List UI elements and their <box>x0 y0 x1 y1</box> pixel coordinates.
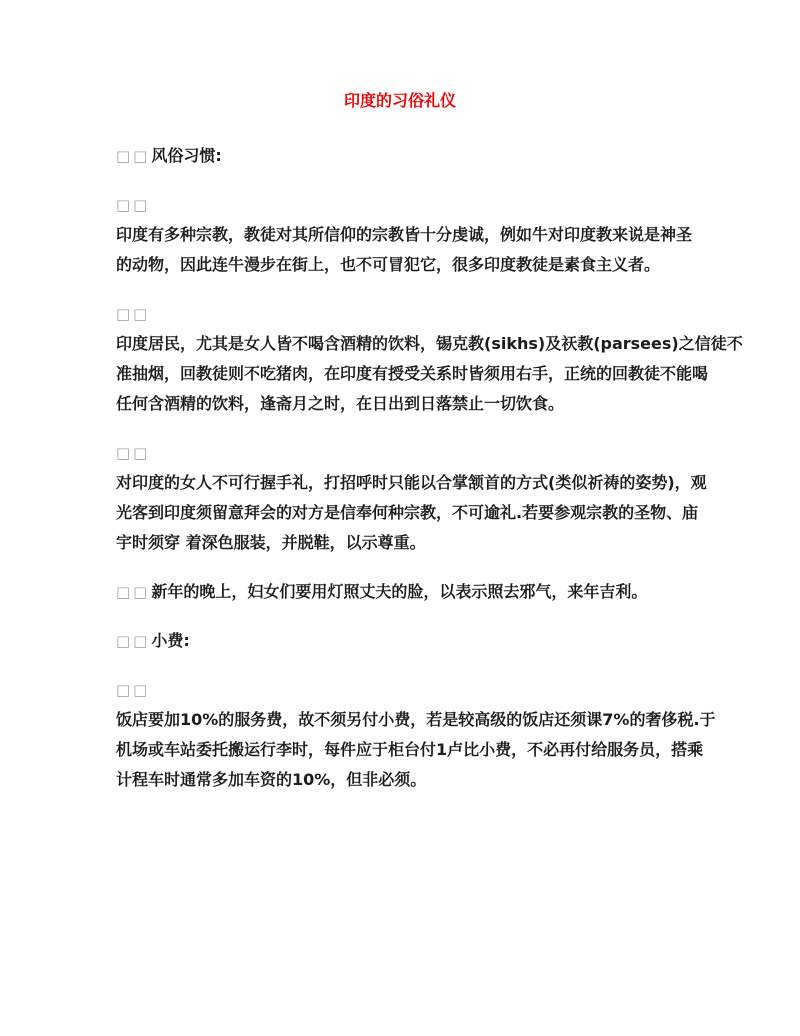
paragraph-line: 计程车时通常多加车资的10%，但非必须。 <box>116 770 427 789</box>
new-year-text: 新年的晚上，妇女们要用灯照丈夫的脸，以表示照去邪气，来年吉利。 <box>151 582 648 601</box>
paragraph-line: 光客到印度须留意拜会的对方是信奉何种宗教，不可逾礼.若要参观宗教的圣物、庙 <box>116 503 699 522</box>
heading-tipping-line <box>116 626 720 656</box>
heading-customs-line <box>116 141 720 171</box>
fullwidth-space-marker: □□ <box>116 632 151 650</box>
paragraph-line: 饭店要加10%的服务费，故不须另付小费，若是较高级的饭店还须课7%的奢侈税.于 <box>116 710 716 729</box>
marker-line <box>116 675 720 705</box>
paragraph-line: 宇时须穿 着深色服装，并脱鞋，以示尊重。 <box>116 533 426 552</box>
marker-line <box>116 299 720 329</box>
paragraph-drinking-customs <box>116 299 743 419</box>
heading-tipping-text: 小费: <box>151 631 190 650</box>
paragraph-greeting-etiquette <box>116 438 720 558</box>
paragraph-line: 印度居民，尤其是女人皆不喝含酒精的饮料，锡克教(sikhs)及祆教(parsees)之信徒不 <box>116 334 743 353</box>
fullwidth-space-marker: □□ <box>116 681 151 699</box>
paragraph-line: 准抽烟，回教徒则不吃猪肉，在印度有授受关系时皆须用右手，正统的回教徒不能喝 <box>116 364 709 383</box>
line-new-year <box>116 577 720 607</box>
paragraph-tipping <box>116 675 720 795</box>
marker-line <box>116 190 720 220</box>
section-heading-customs <box>116 141 720 171</box>
fullwidth-space-marker: □□ <box>116 147 151 165</box>
new-year-line <box>116 577 720 607</box>
paragraph-line: 的动物，因此连牛漫步在街上，也不可冒犯它，很多印度教徒是素食主义者。 <box>116 255 661 274</box>
heading-customs-text: 风俗习惯: <box>151 146 222 165</box>
fullwidth-space-marker: □□ <box>116 444 151 462</box>
document-body <box>0 141 800 795</box>
fullwidth-space-marker: □□ <box>116 305 151 323</box>
fullwidth-space-marker: □□ <box>116 583 151 601</box>
paragraph-line: 印度有多种宗教，教徒对其所信仰的宗教皆十分虔诚，例如牛对印度教来说是神圣 <box>116 225 693 244</box>
paragraph-line: 机场或车站委托搬运行李时，每件应于柜台付1卢比小费，不必再付给服务员，搭乘 <box>116 740 704 759</box>
document-title: 印度的习俗礼仪 <box>343 91 456 110</box>
paragraph-line: 任何含酒精的饮料，逢斋月之时，在日出到日落禁止一切饮食。 <box>116 394 565 413</box>
fullwidth-space-marker: □□ <box>116 196 151 214</box>
paragraph-religions <box>116 190 720 280</box>
paragraph-line: 对印度的女人不可行握手礼，打招呼时只能以合掌颔首的方式(类似祈祷的姿势)，观 <box>116 473 707 492</box>
marker-line <box>116 438 720 468</box>
section-heading-tipping <box>116 626 720 656</box>
